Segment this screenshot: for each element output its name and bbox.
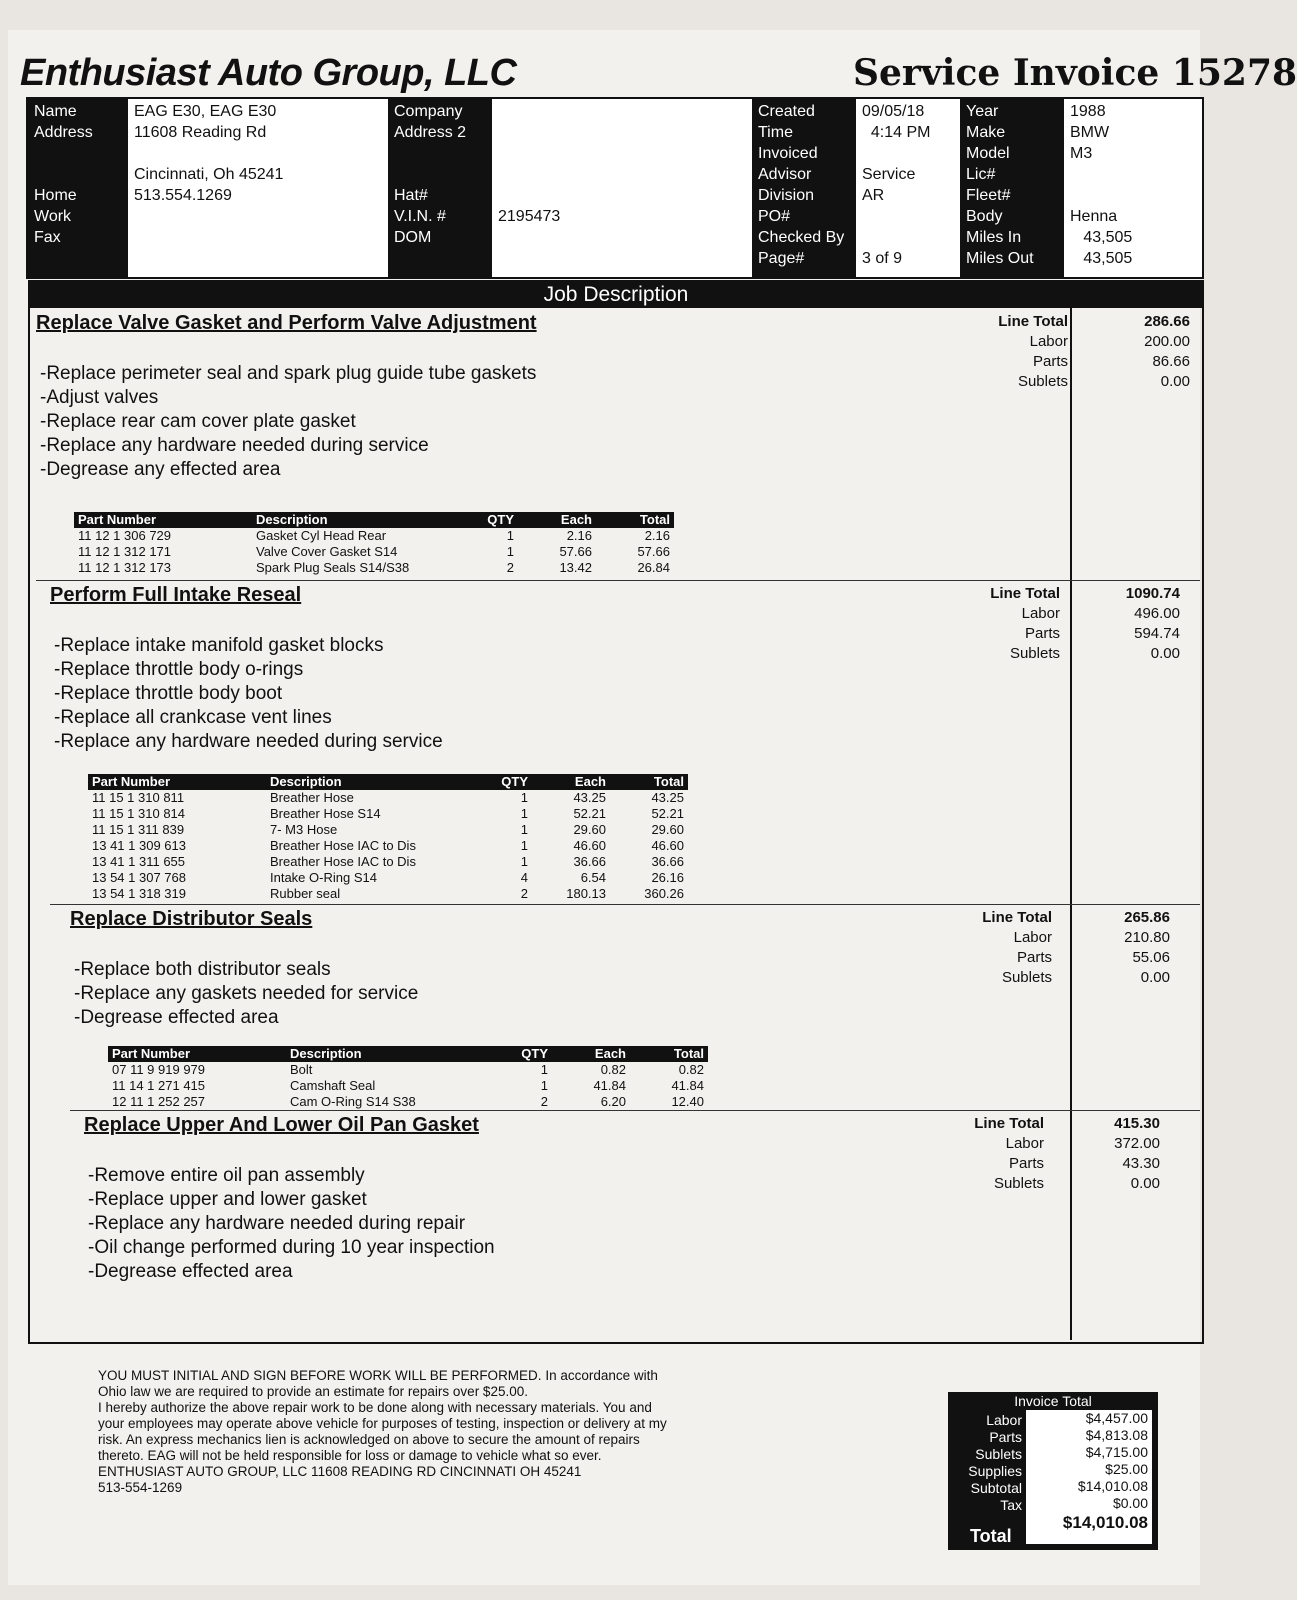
job-task-line: -Replace all crankcase vent lines [54,707,332,728]
parts-cell: 12 11 1 252 257 [112,1094,206,1109]
authorization-disclaimer [98,1368,668,1496]
company-name: Enthusiast Auto Group, LLC [20,52,517,94]
parts-header-cell: Description [266,774,484,790]
line-total-label: Line Total [990,585,1060,602]
job-task-line: -Degrease effected area [88,1261,293,1282]
labor-value: 372.00 [1114,1135,1160,1152]
job-section [30,1114,1202,1334]
grand-total-label: Total [970,1526,1012,1546]
invoice-title: Service Invoice 15278 [853,52,1297,94]
job-description-header: Job Description [30,282,1202,308]
parts-cell: 11 15 1 310 814 [92,806,186,821]
labor-label: Labor [1029,333,1068,350]
sublets-value: 0.00 [1130,1175,1160,1192]
parts-header-cell: Description [286,1046,504,1062]
line-total-label: Line Total [998,313,1068,330]
parts-cell: 13 41 1 309 613 [92,838,186,853]
header-labels-right2: Year Make Model Lic# Fleet# Body Miles In Miles Out [960,99,1064,277]
job-section [30,312,1202,584]
invoice-total-amounts: $4,457.00 $4,813.08 $4,715.00 $25.00 $14,010.08 $0.00 [1077,1410,1148,1511]
parts-header-cell: Total [596,512,674,528]
parts-header-cell: QTY [504,1046,552,1062]
sublets-label: Sublets [1017,373,1068,390]
parts-value: 55.06 [1132,949,1170,966]
parts-row [108,1078,708,1094]
job-task-line: -Replace intake manifold gasket blocks [54,635,384,656]
parts-cell: Intake O-Ring S14 [270,870,377,885]
labor-label: Labor [1013,929,1052,946]
job-task-line: -Replace both distributor seals [74,959,331,980]
parts-header-cell: Total [630,1046,708,1062]
parts-cell: 1 [520,822,528,837]
parts-cell: 29.60 [573,822,606,837]
job-task-line: -Replace any hardware needed during repair [88,1213,466,1234]
parts-table [108,1046,708,1110]
line-total-label: Line Total [982,909,1052,926]
header-values-mid: 2195473 [492,99,752,277]
sublets-label: Sublets [993,1175,1044,1192]
parts-label: Parts [1032,353,1068,370]
job-title: Perform Full Intake Reseal [50,584,302,606]
parts-row [88,838,688,854]
parts-cell: 41.84 [593,1078,626,1093]
job-title: Replace Distributor Seals [70,908,313,930]
parts-cell: 11 12 1 312 173 [78,560,172,575]
job-title: Replace Valve Gasket and Perform Valve Adjustment [36,312,537,334]
job-task-line: -Remove entire oil pan assembly [88,1165,365,1186]
parts-cell: Gasket Cyl Head Rear [256,528,387,543]
parts-cell: 36.66 [651,854,684,869]
invoice-total-values [1026,1410,1152,1544]
line-total-label: Line Total [974,1115,1044,1132]
parts-cell: 52.21 [651,806,684,821]
parts-value: 86.66 [1152,353,1190,370]
grand-total-value: $14,010.08 [1062,1513,1148,1532]
job-section [30,908,1202,1114]
parts-cell: 6.20 [600,1094,626,1109]
labor-value: 496.00 [1134,605,1180,622]
parts-cell: 43.25 [651,790,684,805]
parts-cell: 11 14 1 271 415 [112,1078,206,1093]
parts-cell: 41.84 [671,1078,704,1093]
parts-cell: 11 15 1 310 811 [92,790,185,805]
job-section [30,584,1202,908]
disclaimer-text: YOU MUST INITIAL AND SIGN BEFORE WORK WILL BE PERFORMED. In accordance with Ohio law we are required to provide an estimate for repairs over $25.00. I hereby authorize the above repair work to be done along with necessary materials. You and your employees may operate above vehicle for purposes of testing, inspection or delivery at my risk. An express mechanics lien is acknowledged on above to secure the amount of repairs thereto. EAG will not be held responsible for loss or damage to vehicle what so ever. ENTHUSIAST AUTO GROUP, LLC 11608 READING RD CINCINNATI OH 45241 513-554-1269 [98,1368,667,1495]
parts-value: 594.74 [1134,625,1180,642]
parts-row [88,886,688,902]
parts-cell: 7- M3 Hose [270,822,338,837]
job-separator [36,580,1200,581]
parts-cell: Rubber seal [270,886,341,901]
parts-cell: 46.60 [651,838,684,853]
parts-cell: 36.66 [573,854,606,869]
parts-label: Parts [1024,625,1060,642]
invoice-header-block [26,97,1204,279]
parts-cell: 1 [520,838,528,853]
parts-row [88,870,688,886]
parts-header-cell: QTY [470,512,518,528]
parts-header-row [74,512,674,528]
parts-cell: Breather Hose [270,790,354,805]
parts-cell: 13 54 1 307 768 [92,870,186,885]
parts-cell: 46.60 [573,838,606,853]
sublets-value: 0.00 [1140,969,1170,986]
parts-cell: 1 [520,790,528,805]
invoice-sheet [8,30,1297,1585]
parts-cell: 52.21 [573,806,606,821]
parts-cell: 1 [506,528,514,543]
labor-label: Labor [1021,605,1060,622]
parts-cell: 2 [506,560,514,575]
parts-header-cell: Total [610,774,688,790]
parts-cell: Cam O-Ring S14 S38 [290,1094,416,1109]
parts-cell: 0.82 [678,1062,704,1077]
header-values-left: EAG E30, EAG E30 11608 Reading Rd Cincinnati, Oh 45241 513.554.1269 [128,99,388,277]
parts-header-cell: Part Number [108,1046,286,1062]
parts-cell: 26.84 [637,560,670,575]
parts-row [74,528,674,544]
parts-cell: 6.54 [580,870,606,885]
job-separator [70,1110,1200,1111]
job-task-line: -Replace any gaskets needed for service [74,983,419,1004]
parts-cell: 0.82 [600,1062,626,1077]
parts-cell: 29.60 [651,822,684,837]
job-task-line: -Replace perimeter seal and spark plug guide tube gaskets [40,363,537,384]
parts-cell: Spark Plug Seals S14/S38 [256,560,410,575]
header-labels-left: Name Address Home Work Fax [28,99,128,277]
parts-cell: 07 11 9 919 979 [112,1062,206,1077]
line-total-value: 1090.74 [1125,585,1180,602]
parts-header-cell: QTY [484,774,532,790]
parts-header-cell: Each [518,512,596,528]
parts-header-cell: Each [532,774,610,790]
parts-header-cell: Part Number [74,512,252,528]
sublets-value: 0.00 [1150,645,1180,662]
parts-row [74,544,674,560]
header-values-right1: 09/05/18 4:14 PM Service AR 3 of 9 [856,99,960,277]
parts-cell: 4 [520,870,528,885]
job-task-line: -Replace throttle body o-rings [54,659,304,680]
parts-cell: 11 12 1 312 171 [78,544,172,559]
invoice-total-box [948,1392,1158,1550]
parts-cell: Valve Cover Gasket S14 [256,544,398,559]
labor-value: 200.00 [1144,333,1190,350]
job-description-panel [28,280,1204,1344]
parts-cell: 360.26 [644,886,684,901]
invoice-total-title: Invoice Total [1014,1393,1092,1409]
parts-cell: 2.16 [644,528,670,543]
line-total-value: 415.30 [1114,1115,1160,1132]
parts-cell: 12.40 [671,1094,704,1109]
parts-cell: 13 41 1 311 655 [92,854,186,869]
parts-header-row [108,1046,708,1062]
parts-cell: 1 [520,854,528,869]
job-task-line: -Degrease effected area [74,1007,279,1028]
job-task-line: -Oil change performed during 10 year inspection [88,1237,495,1258]
parts-row [108,1094,708,1110]
parts-label: Parts [1008,1155,1044,1172]
parts-cell: 2 [540,1094,548,1109]
line-total-value: 265.86 [1124,909,1170,926]
parts-cell: Breather Hose IAC to Dis [270,838,416,853]
parts-cell: 26.16 [651,870,684,885]
parts-label: Parts [1016,949,1052,966]
parts-cell: 57.66 [559,544,592,559]
job-task-line: -Replace any hardware needed during service [54,731,443,752]
parts-cell: Camshaft Seal [290,1078,376,1093]
parts-table [74,512,674,576]
parts-row [74,560,674,576]
parts-cell: 1 [520,806,528,821]
parts-value: 43.30 [1122,1155,1160,1172]
sublets-value: 0.00 [1160,373,1190,390]
parts-header-cell: Each [552,1046,630,1062]
parts-cell: 11 15 1 311 839 [92,822,185,837]
parts-cell: 13.42 [559,560,592,575]
parts-cell: 43.25 [573,790,606,805]
job-task-line: -Replace rear cam cover plate gasket [40,411,356,432]
sublets-label: Sublets [1009,645,1060,662]
parts-cell: Breather Hose S14 [270,806,381,821]
parts-cell: 13 54 1 318 319 [92,886,186,901]
job-task-line: -Adjust valves [40,387,159,408]
sublets-label: Sublets [1001,969,1052,986]
job-task-line: -Replace throttle body boot [54,683,283,704]
parts-table [88,774,688,902]
parts-row [88,790,688,806]
header-labels-mid: Company Address 2 Hat# V.I.N. # DOM [388,99,492,277]
line-total-value: 286.66 [1144,313,1190,330]
parts-cell: 180.13 [566,886,606,901]
job-separator [50,904,1200,905]
parts-cell: 1 [540,1062,548,1077]
parts-header-row [88,774,688,790]
parts-row [108,1062,708,1078]
parts-row [88,822,688,838]
job-task-line: -Replace upper and lower gasket [88,1189,367,1210]
parts-cell: 2 [520,886,528,901]
parts-cell: 11 12 1 306 729 [78,528,172,543]
header-values-right2: 1988 BMW M3 Henna 43,505 43,505 [1064,99,1186,277]
job-title: Replace Upper And Lower Oil Pan Gasket [84,1114,479,1136]
parts-cell: 57.66 [637,544,670,559]
parts-cell: 2.16 [566,528,592,543]
parts-header-cell: Part Number [88,774,266,790]
invoice-total-labels: Labor Parts Sublets Supplies Subtotal Tax [968,1412,1022,1513]
parts-cell: Bolt [290,1062,313,1077]
job-task-line: -Degrease any effected area [40,459,281,480]
parts-header-cell: Description [252,512,470,528]
labor-value: 210.80 [1124,929,1170,946]
parts-cell: 1 [540,1078,548,1093]
parts-cell: Breather Hose IAC to Dis [270,854,416,869]
parts-row [88,806,688,822]
job-task-line: -Replace any hardware needed during service [40,435,429,456]
header-labels-right1: Created Time Invoiced Advisor Division PO# Checked By Page# [752,99,856,277]
parts-row [88,854,688,870]
labor-label: Labor [1005,1135,1044,1152]
parts-cell: 1 [506,544,514,559]
